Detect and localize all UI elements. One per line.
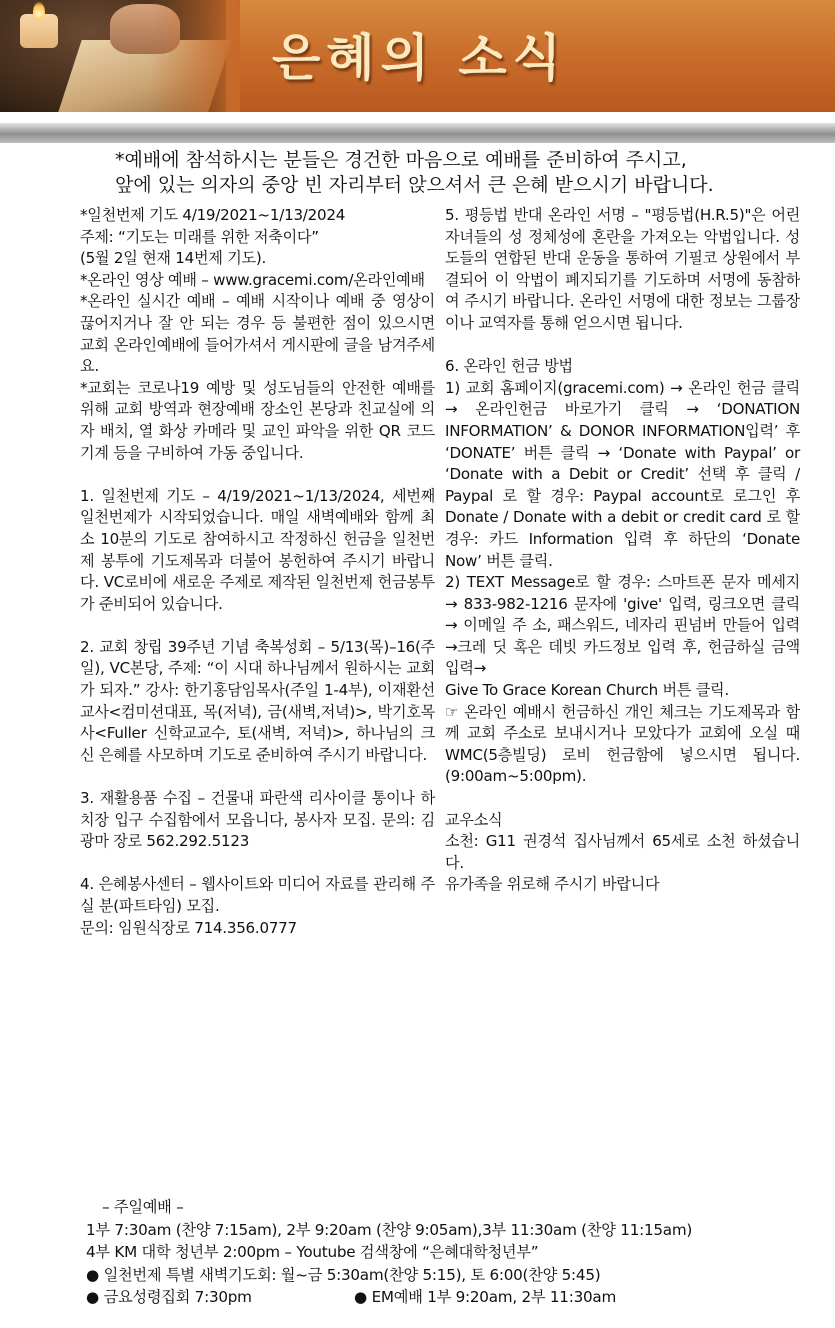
notice-line-2: 앞에 있는 의자의 중앙 빈 자리부터 앉으셔서 큰 은혜 받으시기 바랍니다. xyxy=(115,174,714,196)
header-banner xyxy=(0,0,835,112)
announcement-1: 1. 일천번제 기도 – 4/19/2021~1/13/2024, 세번째 일천번제가 시작되었습니다. 매일 새벽예배와 함께 최소 10분의 기도로 참여하시고 작정하신 헌금을 일천번제 봉투에 기도제목과 더불어 봉헌하여 주시기 바랍니다. VC로비에 새로운 주제로 제작된 일천번제 헌금봉투가 준비되어 있습니다. xyxy=(80,486,435,613)
friday-service: ● 금요성령집회 7:30pm xyxy=(86,1288,252,1306)
announcement-3: 3. 재활용품 수집 – 건물내 파란색 리사이클 통이나 하치장 입구 수집함에서 모읍니다, 봉사자 모집. 문의: 김광마 장로 562.292.5123 xyxy=(80,789,435,851)
announcement-6-title: 6. 온라인 헌금 방법 xyxy=(445,357,573,376)
announcement-2: 2. 교회 창립 39주년 기념 축복성회 – 5/13(목)–16(주일), VC본당, 주제: “이 시대 하나님께서 원하시는 교회가 되자.” 강사: 한기홍담임목사(주일 1-4부), 이재환선교사<컴미션대표, 목(저녁), 금(새벽,저녁)>, 박기호목사<Fuller 신학교교수, 토(새벽, 저녁)>, 하나님의 크신 은혜를 사모하며 기도로 준비하여 주시기 바랍니다. xyxy=(80,637,435,764)
member-news-body: 소천: G11 권경석 집사님께서 65세로 소천 하셨습니다. 유가족을 위로해 주시기 바랍니다 xyxy=(445,832,800,894)
em-service: ● EM예배 1부 9:20am, 2부 11:30am xyxy=(354,1288,617,1306)
header-divider xyxy=(0,123,835,143)
sunday-service-times: 1부 7:30am (찬양 7:15am), 2부 9:20am (찬양 9:05am),3부 11:30am (찬양 11:15am) xyxy=(86,1220,693,1239)
notice-line-1: *예배에 참석하시는 분들은 경건한 마음으로 예배를 준비하여 주시고, xyxy=(115,149,687,171)
covid-notice: *교회는 코로나19 예방 및 성도님들의 안전한 예배를 위해 교회 방역과 현장예배 장소인 본당과 친교실에 의자 배치, 열 화상 카메라 및 교인 파악을 위한 QR 코드 기계 등을 구비하여 가동 중입니다. xyxy=(80,378,435,462)
photo-fade xyxy=(150,0,240,112)
prayer-announcement: *일천번제 기도 4/19/2021~1/13/2024 주제: “기도는 미래를 위한 저축이다” (5월 2일 현재 14번제 기도). xyxy=(80,206,346,268)
worship-schedule xyxy=(86,1196,806,1309)
friday-em-times xyxy=(86,1286,806,1309)
online-video-worship: *온라인 영상 예배 – www.gracemi.com/온라인예배 xyxy=(80,270,425,289)
announcement-4: 4. 은혜봉사센터 – 웹사이트와 미디어 자료를 관리해 주실 분(파트타임) 모집. 문의: 임원식장로 714.356.0777 xyxy=(80,875,435,937)
candle-flame-icon xyxy=(33,2,45,20)
member-news-title: 교우소식 xyxy=(445,810,503,829)
offering-check-notice: ☞ 온라인 예배시 헌금하신 개인 체크는 기도제목과 함께 교회 주소로 보내시거나 모았다가 교회에 오실 때 WMC(5층빌딩) 로비 헌금함에 넣으시면 됩니다. (9:00am~5:00pm). xyxy=(445,702,800,786)
youth-service-time: 4부 KM 대학 청년부 2:00pm – Youtube 검색창에 “은혜대학청년부” xyxy=(86,1243,539,1261)
right-column xyxy=(445,205,800,896)
online-live-worship: *온라인 실시간 예배 – 예배 시작이나 예배 중 영상이 끊어지거나 잘 안 되는 경우 등 불편한 점이 있으시면 교회 온라인예배에 들어가셔서 게시판에 글을 남겨주세요. xyxy=(80,292,435,376)
schedule-caption: – 주일예배 – xyxy=(102,1198,184,1216)
online-offering-homepage: 1) 교회 홈페이지(gracemi.com) → 온라인 헌금 클릭 → 온라인헌금 바로가기 클릭 → ‘DONATION INFORMATION’ & DONOR INFORMATION입력’ 후 ‘DONATE’ 버튼 클릭 → ‘Donate with Paypal’ or ‘Donate with a Debit or Credit’ 선택 후 클릭 / Paypal 로 할 경우: Paypal account로 로그인 후 Donate / Donate with a debit or credit card 로 할 경우: 카드 Information 입력 후 하단의 ‘Donate Now’ 버튼 클릭. xyxy=(445,378,800,570)
dawn-prayer-times: ● 일천번제 특별 새벽기도회: 월~금 5:30am(찬양 5:15), 토 6:00(찬양 5:45) xyxy=(86,1265,601,1284)
announcement-5: 5. 평등법 반대 온라인 서명 – "평등법(H.R.5)"은 어린 자녀들의 성 정체성에 혼란을 가져오는 악법입니다. 성도들의 연합된 반대 운동을 통하여 기필코 상원에서 부결되어 이 악법이 폐지되기를 기도하며 서명에 동참하여 주시기 바랍니다. 온라인 서명에 대한 정보는 그룹장이나 교역자를 통해 얻으시면 됩니다. xyxy=(445,206,800,332)
worship-notice xyxy=(115,148,825,198)
online-offering-text: 2) TEXT Message로 할 경우: 스마트폰 문자 메세지 → 833-982-1216 문자에 'give' 입력, 링크오면 클릭 → 이메일 주 소, 패스워드, 네자리 핀넘버 만들어 입력→크레 딧 혹은 데빗 카드정보 입력 후, 헌금하실 금액 입력→ Give To Grace Korean Church 버튼 클릭. xyxy=(445,573,800,700)
left-column xyxy=(80,205,435,939)
page-title: 은혜의 소식 xyxy=(272,28,567,87)
